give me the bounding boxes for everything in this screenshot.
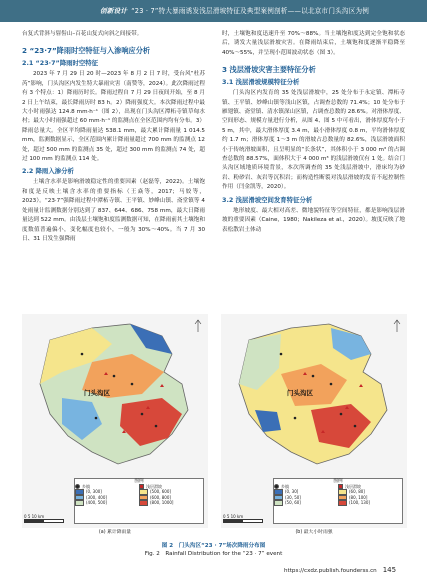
legend-class-b-2: (30, 50] xyxy=(274,495,338,501)
section-2-2-heading: 2.2 降雨入渗分析 xyxy=(22,167,74,176)
footer-url[interactable]: https://cxdz.publish.founderss.cn xyxy=(284,568,377,574)
legend-b xyxy=(273,478,403,524)
running-title: “23 · 7”特大暴雨诱发浅层滑坡特征及典型案例剖析——以北京市门头沟区为例 xyxy=(131,7,370,15)
legend-item-slide-b: 浅层滑坡 xyxy=(338,484,402,489)
section-3-2-paragraph: 地形坡度、最大相对高差、微地貌特征等空间特征，都是影响浅层滑坡的重要因素（Caine，1980；Nakileza et al.，2020）。坡度反映了地表松散岩土体动 xyxy=(222,207,405,233)
scale-bar-a: 0 5 10 km xyxy=(24,514,64,523)
continued-paragraph: 时，土壤饱和度迅速升至 70%～88%。当土壤饱和度达到完全饱和状态后，诱发大量浅层滑坡灾害。在降雨结束后，土壤饱和度逐渐平稳降至 40%～55%，并呈现小范围波动状态（图 3）。 xyxy=(222,31,405,56)
figure-caption-en: Fig. 2 Rainfall Distribution for the “23 · 7” event xyxy=(144,551,283,557)
legend-title-a: 图例 xyxy=(134,479,144,484)
legend-item-town-a: 乡镇 xyxy=(75,484,139,489)
legend-item-town-b: 乡镇 xyxy=(274,484,338,489)
scale-bar-b: 0 5 10 km xyxy=(223,514,263,523)
map-max-hourly-intensity xyxy=(221,314,407,535)
subcaption-a: (a) 累计降雨量 xyxy=(98,530,132,535)
page-number: 145 xyxy=(382,566,397,574)
left-column xyxy=(22,30,205,244)
page-footer xyxy=(284,566,396,574)
legend-class-a-4: (500, 600] xyxy=(139,489,203,495)
legend-class-a-1: (0, 300] xyxy=(75,489,139,495)
header-text xyxy=(100,5,369,15)
legend-a xyxy=(74,478,204,524)
section-3-1-paragraph: 门头沟区内发育的 35 处浅层滑坡中，25 处分布于永定镇、潭柘寺镇、王平镇、妙峰山镇等浅山区镇，占调查总数的 71.4%；10 处分布于雁翅镇、斋堂镇、清水镇深山区镇，占调查总数的 28.6%。对滑体厚度、空间形态、规模方量进行分析，从图 4、图 5 中可看出，滑体厚度均小于 5 m，其中，最大滑体厚度 3.4 m，最小滑体厚度 0.8 m，平均滑体厚度约 1.7 m；滑体厚度 1～3 m 的滑坡占总数量的 82.6%，浅层滑坡面积小于传统滑坡面积，且呈明显的“长条状”，其体积小于 3 000 m³ 的占调查总数的 88.57%，面体积大于 4 000 m³ 的浅层滑坡仅有 1 处。结合门头沟区域地质环境背景，本次所调查的 35 处浅层滑坡中，滑床均为砂岩、粉砂岩、灰岩等沉积岩；而构造性断裂对浅层滑坡的发育不起控制性作用（闫金凯等，2020）。 xyxy=(222,90,405,191)
section-2-heading: 2 “23·7”降雨时空特征与入渗响应分析 xyxy=(22,46,151,56)
map-cumulative-rainfall xyxy=(22,314,208,535)
legend-class-b-5: (80, 100] xyxy=(338,495,402,501)
legend-class-b-1: (0, 30] xyxy=(274,489,338,495)
figure-caption-cn: 图 2 门头沟区“23 · 7”场次降雨分布图 xyxy=(161,543,266,549)
right-column xyxy=(222,30,405,235)
section-3-2-heading: 3.2 浅层滑坡空间发育特征分析 xyxy=(222,195,313,204)
intro-paragraph: 台复式背斜与髫髻山–百花山复式向斜之间接带。 xyxy=(22,31,143,37)
section-2-1-paragraph: 2023 年 7 月 29 日 20 时—2023 年 8 月 2 日 7 时，受台风“杜苏芮”影响，门头沟区内发生特大暴雨灾害（南赞等，2024）。此次降雨过程有 3 个特点：1）降雨历时长。降雨过程自 7 月 29 日夜间开始，至 8 月 2 日上午结束，最长降雨历时 83 h。2）降雨强度大。本次降雨过程中最大小时雨强达 124.8 mm·h⁻¹（图 2），出现在门头沟区潭柘寺镇草甸水村；最大小时雨强超过 60 mm·h⁻¹ 的监测点在全区范围内均有分布。3）降雨总量大。全区平均降雨量达 538.1 mm，最大累计降雨量 1 014.5 mm，监测数据显示，全区范围内累计降雨量超过 700 mm 的监测点 12 处，超过 500 mm 的监测点 35 处，超过 300 mm 的监测点 74 处，超过 100 mm 的监测点 114 处。 xyxy=(22,71,205,163)
legend-class-b-3: (50, 60] xyxy=(274,500,338,506)
journal-name: 创新设计 xyxy=(100,7,128,15)
section-2-2-paragraph: 土壤含水率是影响滑坡稳定性的重要因素（赵磊等，2022)。土壤饱和度是反映土壤含水率的重要指标（王焱等，2017；马姣等，2023）。“23·7”强降雨过程中潭柘寺镇、王平镇、妙峰山镇、斋堂镇等 4 处雨量计监测数据分别达到了 837、644、686、758 mm，最大日降雨量达到 522 mm。由浅层土壤饱和度监测数据可知，在降雨前其土壤饱和度数值普遍偏小，变化幅度也较小，一般为 30%～40%。当 7 月 30 日、31 日发生强降雨 xyxy=(22,179,205,242)
legend-item-slide-a: 浅层滑坡 xyxy=(139,484,203,489)
section-3-1-heading: 3.1 浅层滑坡规模特征分析 xyxy=(222,78,300,87)
legend-class-b-4: (60, 80] xyxy=(338,489,402,495)
map-title-a: 门头沟区 xyxy=(84,389,110,397)
legend-class-a-5: (600, 800] xyxy=(139,495,203,501)
figure-2 xyxy=(22,314,407,540)
legend-title-b: 图例 xyxy=(333,479,343,484)
page-header xyxy=(0,0,427,22)
legend-class-a-3: (400, 500] xyxy=(75,500,139,506)
subcaption-b: (b) 最大小时雨强 xyxy=(295,530,333,535)
legend-class-a-6: (800, 1000] xyxy=(139,500,203,506)
section-3-heading: 3 浅层滑坡灾害主要特征分析 xyxy=(222,65,316,75)
map-title-b: 门头沟区 xyxy=(287,389,313,397)
figure-caption xyxy=(0,542,427,558)
section-2-1-heading: 2.1 “23·7”降雨时空特征 xyxy=(22,59,99,68)
legend-class-b-6: (100, 130] xyxy=(338,500,402,506)
legend-class-a-2: (300, 400] xyxy=(75,495,139,501)
